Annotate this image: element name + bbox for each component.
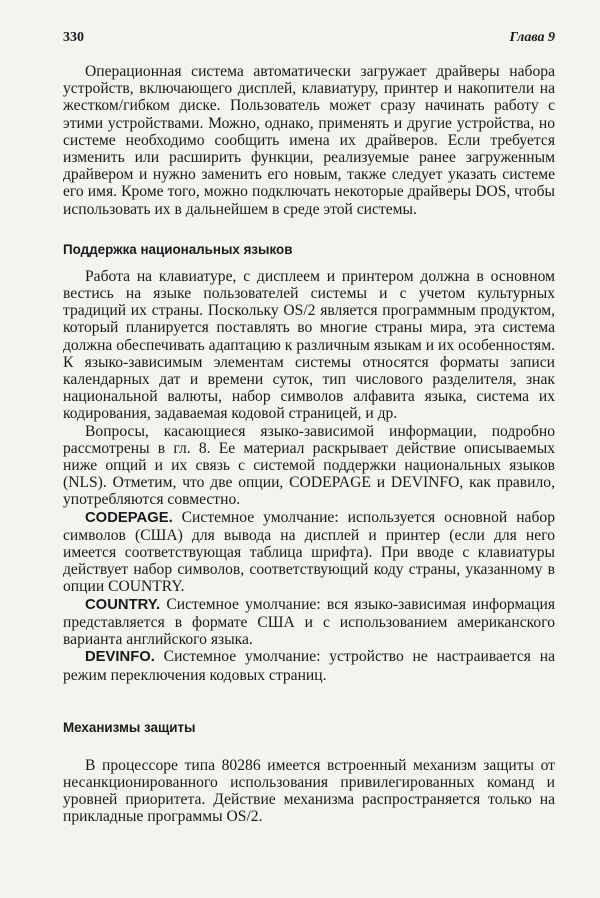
- option-text: Системное умолчание: устройство не настраивается на режим переключения кодовых страниц.: [63, 648, 555, 684]
- chapter-label: Глава 9: [509, 30, 555, 45]
- option-text: Системное умолчание: вся языко-зависимая информация представляется в формате США и с использованием американского варианта английского языка.: [63, 595, 555, 649]
- section-heading-nls: Поддержка национальных языков: [63, 241, 293, 257]
- intro-paragraph: Операционная система автоматически загружает драйверы набора устройств, включающего дисплей, клавиатуру, принтер и накопители на жестком/гибком диске. Пользователь может сразу начинать работу с этими устройствами. Можно, однако, применять и другие устройства, но системе необходимо сообщить имена их драйверов. Если требуется изменить или расширить функции, реализуемые ранее загруженным драйвером и нужно заменить его новым, также следует указать системе его имя. Кроме того, можно подключать некоторые драйверы DOS, чтобы использовать их в дальнейшем в среде этой системы.: [63, 63, 555, 218]
- protection-paragraph-1: В процессоре типа 80286 имеется встроенный механизм защиты от несанкционированного использования привилегированных команд и уровней приоритета. Действие механизма распространяется только на прикладные программы OS/2.: [63, 756, 555, 826]
- section-heading-protection: Механизмы защиты: [63, 719, 196, 735]
- running-head: [63, 30, 555, 56]
- option-term: COUNTRY.: [85, 596, 161, 613]
- option-codepage: [63, 509, 555, 596]
- option-text: Системное умолчание: используется основной набор символов (США) для вывода на дисплей и принтер (если для него имеется соответствующая таблица шрифта). При вводе с клавиатуры действует набор символов, соответствующий коду страны, указанному в опции COUNTRY.: [63, 508, 555, 596]
- nls-paragraph-1: Работа на клавиатуре, с дисплеем и принтером должна в основном вестись на языке пользователей системы и с учетом культурных традиций их страны. Поскольку OS/2 является программным продуктом, который планируется поставлять во многие страны мира, эта система должна обеспечивать адаптацию к различным языкам и их особенностям. К языко-зависимым элементам системы относятся форматы записи календарных дат и времени суток, тип числового разделителя, знак национальной валюты, набор символов алфавита языка, система их кодирования, задаваемая кодовой страницей, и др.: [63, 267, 555, 423]
- book-page: [63, 30, 555, 826]
- option-term: DEVINFO.: [85, 649, 155, 666]
- page-number: 330: [63, 30, 84, 45]
- option-country: [63, 596, 555, 649]
- option-term: CODEPAGE.: [85, 509, 173, 526]
- nls-paragraph-2: Вопросы, касающиеся языко-зависимой информации, подробно рассмотрены в гл. 8. Ее материал раскрывает действие описываемых ниже опций и их связь с системой поддержки национальных языков (NLS). Отметим, что две опции, CODEPAGE и DEVINFO, как правило, употребляются совместно.: [63, 422, 555, 509]
- option-devinfo: [63, 648, 555, 683]
